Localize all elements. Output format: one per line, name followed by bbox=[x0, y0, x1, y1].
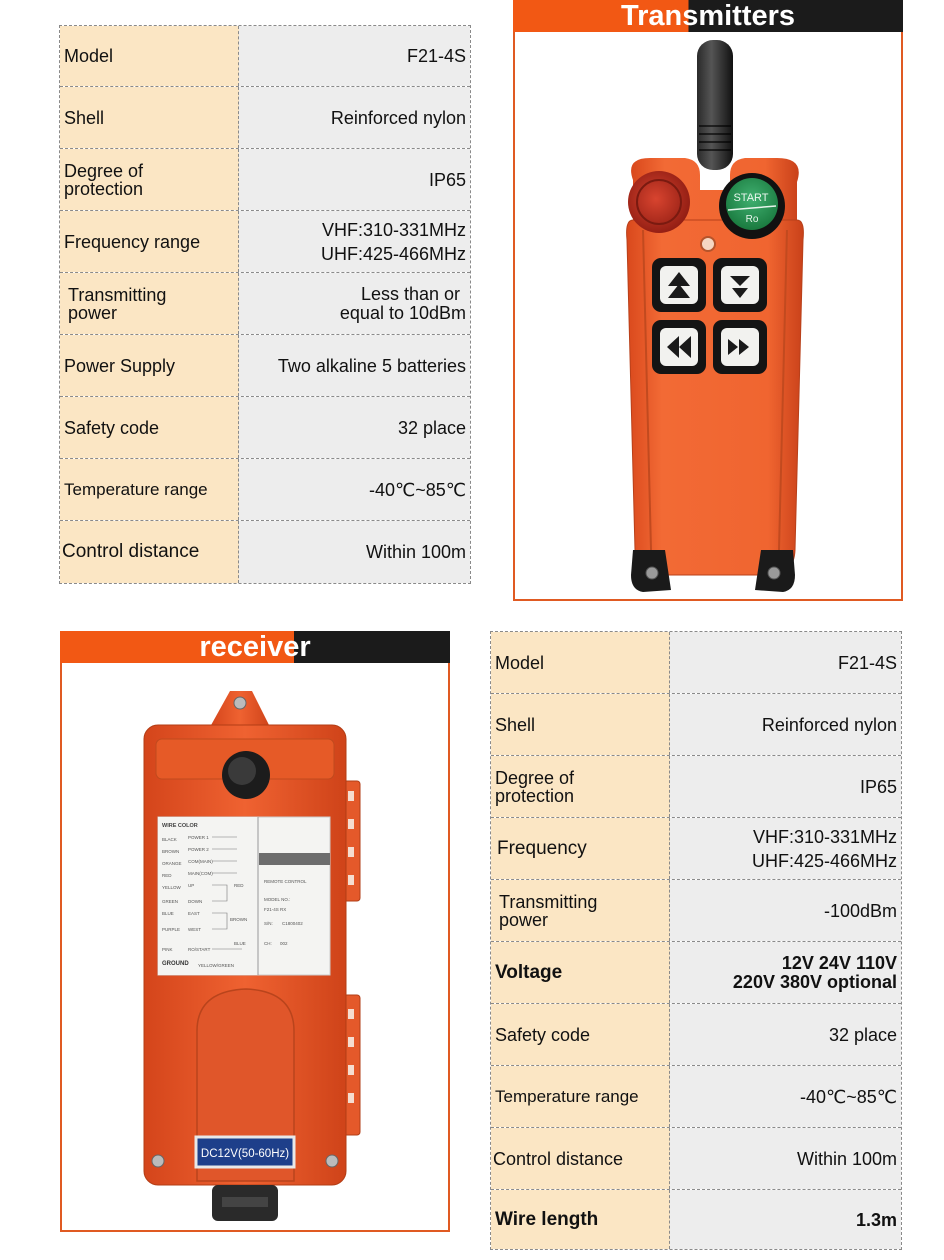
spec-value-line: VHF:310-331MHz bbox=[321, 219, 466, 240]
spec-label: Control distance bbox=[60, 521, 239, 583]
table-row bbox=[60, 149, 470, 211]
spec-label: Frequency range bbox=[60, 211, 239, 272]
ch-value: 002 bbox=[280, 941, 288, 946]
wire-color-note: RED bbox=[234, 883, 244, 888]
ro-label: Ro bbox=[745, 214, 759, 225]
receiver-title: receiver bbox=[199, 631, 311, 663]
transmitter-illustration bbox=[515, 30, 901, 599]
wire-label: BROWN bbox=[162, 849, 180, 854]
ground-wire: YELLOW/GREEN bbox=[198, 963, 235, 968]
function-label: UP bbox=[188, 883, 195, 888]
foot-right bbox=[755, 550, 795, 592]
spec-label: Wire length bbox=[491, 1190, 670, 1249]
spec-value-line: -40℃~85℃ bbox=[800, 1086, 897, 1107]
transmitter-panel bbox=[513, 0, 903, 601]
table-row bbox=[491, 880, 901, 942]
spec-label: Safety code bbox=[491, 1004, 670, 1065]
receiver-illustration bbox=[62, 661, 448, 1230]
start-label: START bbox=[733, 192, 769, 204]
transmitter-title: Transmitters bbox=[620, 0, 796, 32]
table-row bbox=[491, 818, 901, 880]
spec-value-line: Within 100m bbox=[796, 1148, 897, 1169]
wire-label: RED bbox=[162, 873, 172, 878]
spec-value-line: UHF:425-466MHz bbox=[751, 850, 897, 871]
spec-value-line: -100dBm bbox=[823, 900, 897, 921]
spec-value bbox=[239, 397, 470, 458]
spec-value-line: IP65 bbox=[859, 776, 897, 797]
spec-label: Transmitting power bbox=[60, 273, 239, 334]
table-row bbox=[491, 942, 901, 1004]
spec-label: Temperature range bbox=[491, 1066, 670, 1127]
table-row bbox=[60, 459, 470, 521]
spec-value-line: 12V 24V 110V bbox=[781, 952, 897, 973]
wire-color-note: BLUE bbox=[234, 941, 246, 946]
remote-control-title: REMOTE CONTROL bbox=[264, 879, 307, 884]
spec-value-line: 220V 380V optional bbox=[732, 971, 897, 992]
function-label: MAIN(COM) bbox=[188, 871, 213, 876]
table-row bbox=[60, 521, 470, 583]
spec-value-line: Within 100m bbox=[365, 542, 466, 562]
receiver-spec-table bbox=[490, 631, 902, 1250]
indicator-led bbox=[701, 237, 715, 251]
spec-value-line: F21-4S bbox=[837, 652, 897, 673]
function-label: COM(MAIN) bbox=[188, 859, 213, 864]
spec-value-line: Reinforced nylon bbox=[761, 714, 897, 735]
table-row bbox=[60, 211, 470, 273]
spec-value-line: equal to 10dBm bbox=[339, 302, 466, 323]
receiver-header bbox=[60, 631, 450, 663]
spec-label: Degree of protection bbox=[491, 756, 670, 817]
wire-label: PURPLE bbox=[162, 927, 181, 932]
spec-value bbox=[239, 273, 470, 334]
spec-value bbox=[239, 521, 470, 583]
spec-label: Model bbox=[60, 26, 239, 86]
transmitter-header bbox=[513, 0, 903, 32]
spec-value bbox=[239, 211, 470, 272]
spec-value-line: Reinforced nylon bbox=[330, 107, 466, 128]
wire-label: BLACK bbox=[162, 837, 177, 842]
wire-color-note: BROWN bbox=[230, 917, 248, 922]
spec-value bbox=[670, 1004, 901, 1065]
spec-label: Power Supply bbox=[60, 335, 239, 396]
transmitter-photo-frame bbox=[513, 30, 903, 601]
spec-value bbox=[670, 632, 901, 693]
function-label: EAST bbox=[188, 911, 200, 916]
wire-label: ORANGE bbox=[162, 861, 182, 866]
transmitter-spec-table bbox=[59, 25, 471, 584]
function-label: POWER 2 bbox=[188, 847, 209, 852]
function-label: RO/START bbox=[188, 947, 211, 952]
spec-label: Frequency bbox=[491, 818, 670, 879]
up-button[interactable] bbox=[652, 258, 706, 312]
spec-value bbox=[670, 694, 901, 755]
spec-label: Control distance bbox=[491, 1128, 670, 1189]
table-row bbox=[491, 1066, 901, 1128]
spec-label: Transmitting power bbox=[491, 880, 670, 941]
table-row bbox=[60, 397, 470, 459]
wire-label: BLUE bbox=[162, 911, 174, 916]
right-button[interactable] bbox=[713, 320, 767, 374]
spec-value-line: Two alkaline 5 batteries bbox=[277, 355, 466, 376]
receiver-photo-frame bbox=[60, 661, 450, 1232]
spec-value bbox=[239, 335, 470, 396]
receiver-panel bbox=[60, 631, 450, 1232]
table-row bbox=[491, 1190, 901, 1249]
table-row bbox=[60, 26, 470, 87]
spec-label: Shell bbox=[60, 87, 239, 148]
spec-value-line: Less than or bbox=[360, 283, 460, 304]
function-label: WEST bbox=[188, 927, 201, 932]
table-row bbox=[491, 694, 901, 756]
table-row bbox=[491, 632, 901, 694]
spec-value bbox=[239, 459, 470, 520]
spec-value-line: 32 place bbox=[828, 1024, 897, 1045]
voltage-badge-text: DC12V(50-60Hz) bbox=[200, 1148, 290, 1160]
spec-value bbox=[670, 1066, 901, 1127]
spec-value-line: IP65 bbox=[428, 169, 466, 190]
spec-value-line: UHF:425-466MHz bbox=[320, 243, 466, 264]
spec-value bbox=[239, 87, 470, 148]
spec-label: Safety code bbox=[60, 397, 239, 458]
table-row bbox=[60, 273, 470, 335]
wire-label: YELLOW bbox=[162, 885, 181, 890]
spec-label: Degree of protection bbox=[60, 149, 239, 210]
wire-label: PINK bbox=[162, 947, 173, 952]
spec-label: Voltage bbox=[491, 942, 670, 1003]
spec-value-line: VHF:310-331MHz bbox=[752, 826, 897, 847]
spec-value-line: 32 place bbox=[397, 417, 466, 438]
spec-value bbox=[670, 942, 901, 1003]
spec-value bbox=[670, 1190, 901, 1249]
sn-label: S/N: bbox=[264, 921, 273, 926]
function-label: DOWN bbox=[188, 899, 203, 904]
model-no-label: MODEL NO.: bbox=[264, 897, 291, 902]
wire-label: GREEN bbox=[162, 899, 179, 904]
table-row bbox=[60, 335, 470, 397]
spec-label: Temperature range bbox=[60, 459, 239, 520]
spec-value bbox=[239, 149, 470, 210]
spec-value bbox=[670, 756, 901, 817]
spec-value-line: -40℃~85℃ bbox=[369, 479, 466, 500]
left-button[interactable] bbox=[652, 320, 706, 374]
table-row bbox=[491, 1004, 901, 1066]
spec-label: Shell bbox=[491, 694, 670, 755]
table-row bbox=[60, 87, 470, 149]
sn-value: C1800402 bbox=[282, 921, 303, 926]
spec-value-line: F21-4S bbox=[406, 46, 466, 66]
ch-label: CH: bbox=[264, 941, 272, 946]
spec-value-line: 1.3m bbox=[855, 1209, 897, 1230]
model-no-value: F21-4S RX bbox=[264, 907, 287, 912]
table-row bbox=[491, 756, 901, 818]
table-row bbox=[491, 1128, 901, 1190]
wire-color-title: WIRE COLOR bbox=[162, 823, 198, 829]
spec-value bbox=[670, 880, 901, 941]
spec-value bbox=[239, 26, 470, 86]
function-label: POWER 1 bbox=[188, 835, 209, 840]
spec-label: Model bbox=[491, 632, 670, 693]
foot-left bbox=[631, 550, 671, 592]
ground-label: GROUND bbox=[162, 961, 189, 967]
spec-value bbox=[670, 818, 901, 879]
spec-value bbox=[670, 1128, 901, 1189]
down-button[interactable] bbox=[713, 258, 767, 312]
